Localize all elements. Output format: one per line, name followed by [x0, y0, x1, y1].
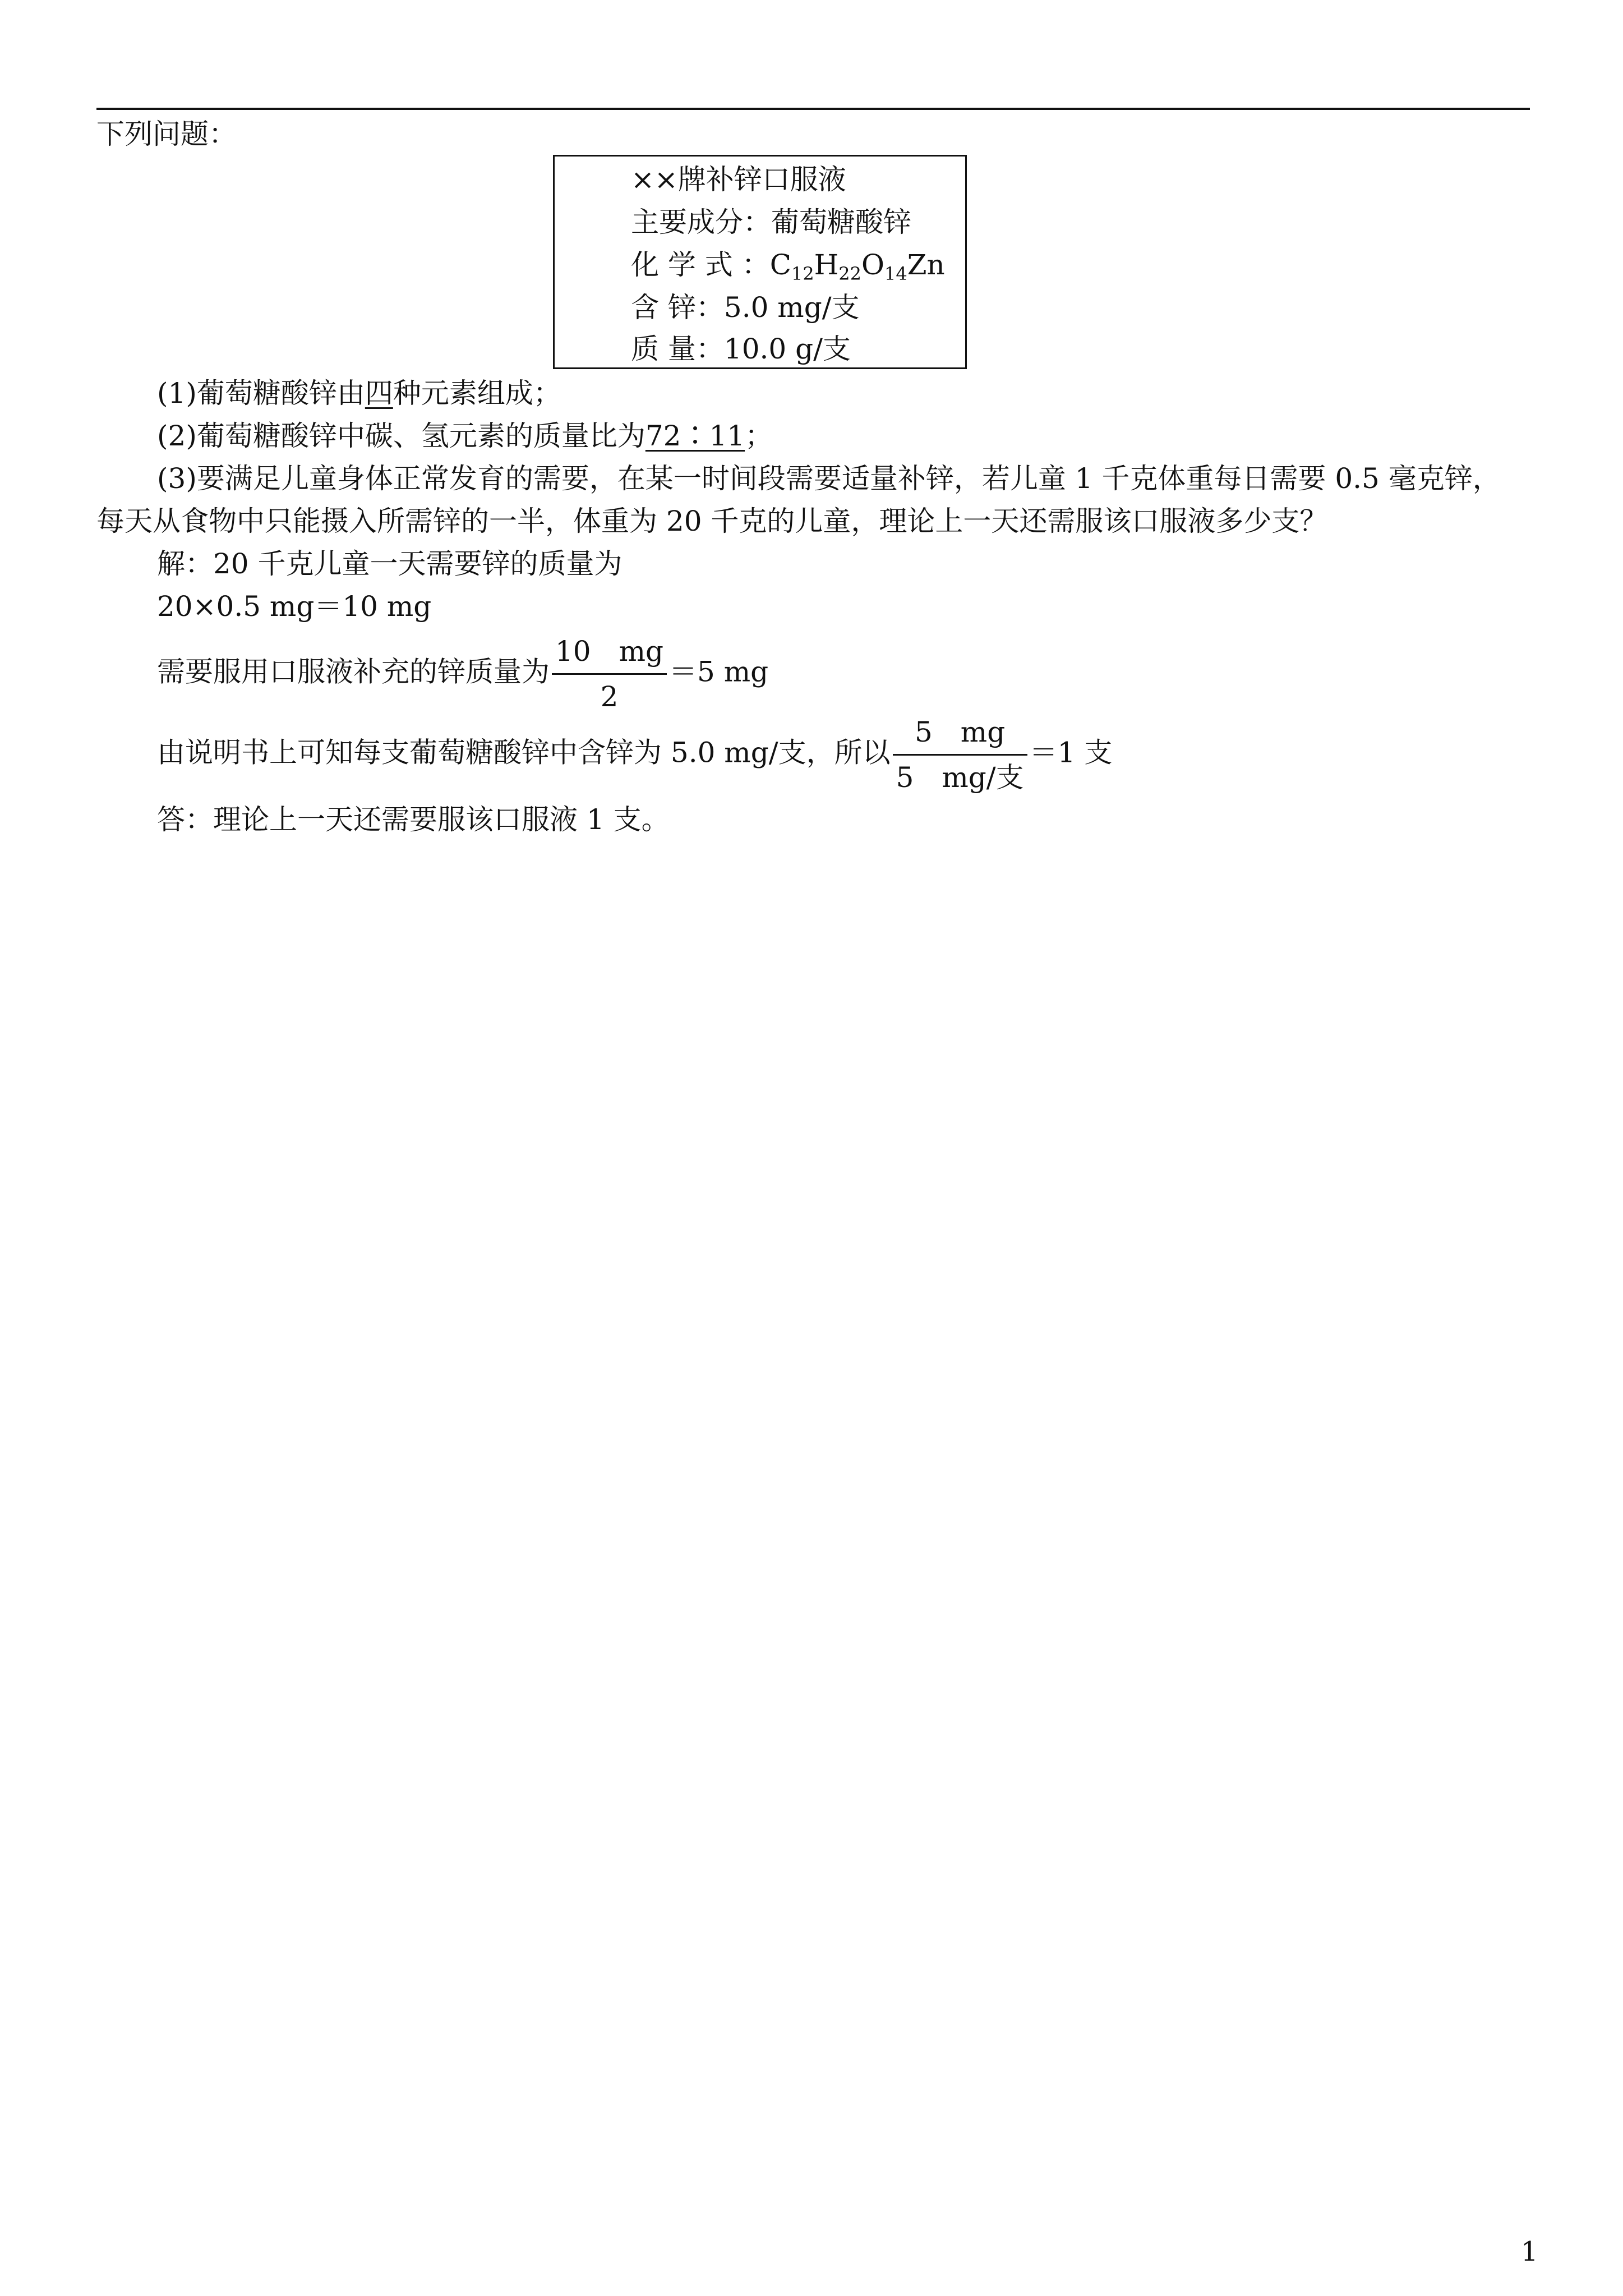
question-2: (2)葡萄糖酸锌中碳、氢元素的质量比为72∶11；: [157, 420, 773, 452]
question-1: (1)葡萄糖酸锌由四种元素组成；: [157, 377, 561, 409]
fraction-2: $\frac{5 mg}{\text{5 mg/支}}$: [893, 718, 1027, 792]
label-mass: 质 量：10.0 g/支: [631, 333, 851, 365]
solution-line-1: 解：20 千克儿童一天需要锌的质量为: [157, 547, 623, 580]
answer-2: 72∶11: [645, 420, 745, 452]
question-3-line-2: 每天从食物中只能摄入所需锌的一半，体重为 20 千克的儿童，理论上一天还需服该口服液多少支？: [96, 505, 1328, 537]
question-3-line-1: (3)要满足儿童身体正常发育的需要，在某一时间段需要适量补锌，若儿童 1 千克体重每日需要 0.5 毫克锌，: [157, 462, 1501, 495]
label-formula-label: 化 学 式 ：: [631, 249, 770, 281]
label-formula-row: [631, 251, 945, 283]
page-number: 1: [1521, 2236, 1538, 2267]
fraction-1: $\frac{10 mg}{2}$: [552, 637, 667, 711]
chemical-formula: $C_{12}H_{22}O_{14}Zn$: [769, 249, 945, 284]
product-label-box: [553, 155, 967, 369]
solution-answer: 答：理论上一天还需要服该口服液 1 支。: [157, 803, 670, 836]
solution-line-4: 由说明书上可知每支葡萄糖酸锌中含锌为 5.0 mg/支，所以 $\frac{5 mg}{\text{5 mg/支}}$ ＝1 支: [157, 716, 1113, 794]
header-rule: [96, 108, 1530, 110]
solution-line-2: 20×0.5 mg＝10 mg: [157, 590, 432, 623]
answer-1: 四: [365, 377, 393, 409]
solution-line-3: 需要服用口服液补充的锌质量为 $\frac{10 mg}{2}$ ＝5 mg: [157, 635, 769, 713]
lead-text: 下列问题：: [96, 118, 237, 150]
label-zinc-content: 含 锌：5.0 mg/支: [631, 291, 860, 324]
label-title: ××牌补锌口服液: [631, 163, 846, 196]
label-ingredient: 主要成分：葡萄糖酸锌: [631, 206, 911, 238]
